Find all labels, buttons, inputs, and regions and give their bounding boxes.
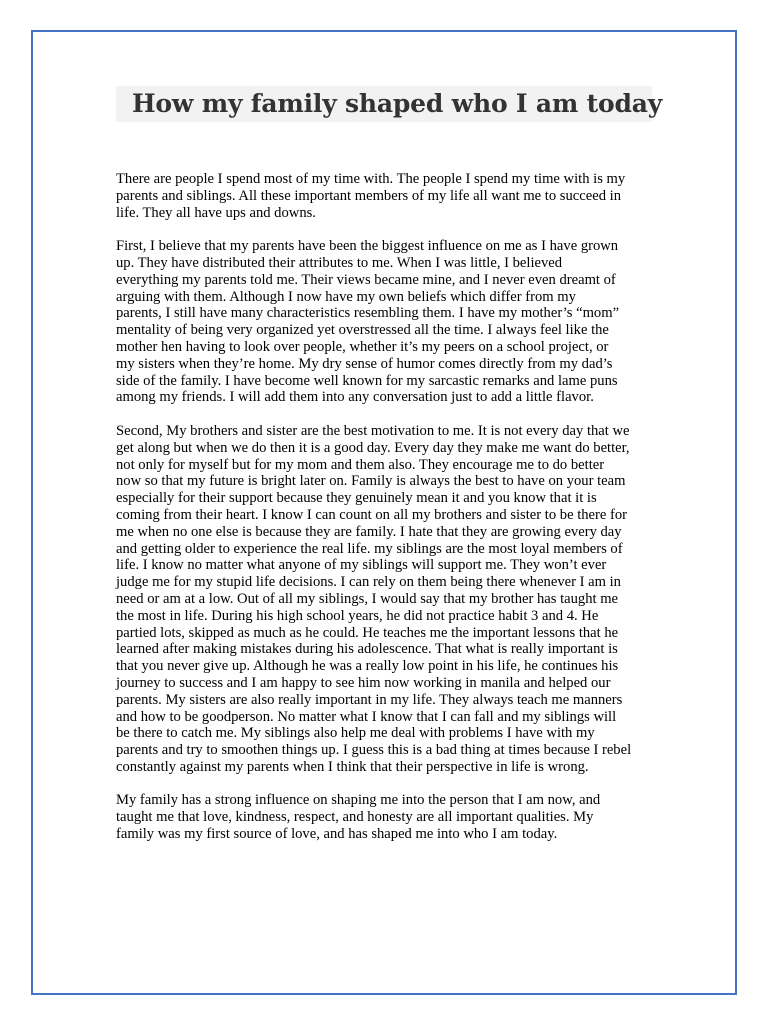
paragraph-intro: There are people I spend most of my time with. The people I spend my time with is my parents and siblings. All these important members of my life all want me to succeed in life. They all have ups and downs. — [116, 171, 626, 221]
document-body — [116, 171, 652, 860]
paragraph-parents: First, I believe that my parents have been the biggest influence on me as I have grown up. They have distributed their attributes to me. When I was little, I believed everything my parents told me. Their views became mine, and I never even dreamt of arguing with them. Although I now have my own beliefs which differ from my parents, I still have many characteristics resembling them. I have my mother’s “mom” mentality of being very organized yet overstressed all the time. I always feel like the mother hen having to look over people, whether it’s my peers on a school project, or my sisters when they’re home. My dry sense of humor comes directly from my dad’s side of the family. I have become well known for my sarcastic remarks and lame puns among my friends. I will add them into any conversation just to add a little flavor. — [116, 238, 620, 406]
paragraph-conclusion: My family has a strong influence on shaping me into the person that I am now, and taught me that love, kindness, respect, and honesty are all important qualities. My family was my first source of love, and has shaped me into who I am today. — [116, 792, 601, 843]
paragraph-siblings: Second, My brothers and sister are the best motivation to me. It is not every day that we get along but when we do then it is a good day. Every day they make me want do better, not only for myself but for my mom and them also. They encourage me to do better now so that my future is bright later on. Family is always the best to have on your team especially for their support because they genuinely mean it and you know that it is coming from their heart. I know I can count on all my brothers and sister to be there for me when no one else is because they are family. I hate that they are growing every day and getting older to experience the real life. my siblings are the most loyal members of life. I know no matter what anyone of my siblings will support me. They won’t ever judge me for my stupid life decisions. I can rely on them being there whenever I am in need or am at a low. Out of all my siblings, I would say that my brother has taught me the most in life. During his high school years, he did not practice habit 3 and 4. He partied lots, skipped as much as he could. He teaches me the important lessons that he learned after making mistakes during his adolescence. That what is really important is that you never give up. Although he was a really low point in his life, he continues his journey to success and I am happy to see him now working in manila and helped our parents. My sisters are also really important in my life. They always teach me manners and how to be goodperson. No matter what I know that I can fall and my siblings will be there to catch me. My siblings also help me deal with problems I have with my parents and try to smoothen things up. I guess this is a bad thing at times because I rebel constantly against my parents when I think that their perspective in life is wrong. — [116, 422, 632, 775]
document-title: How my family shaped who I am today — [132, 89, 663, 118]
